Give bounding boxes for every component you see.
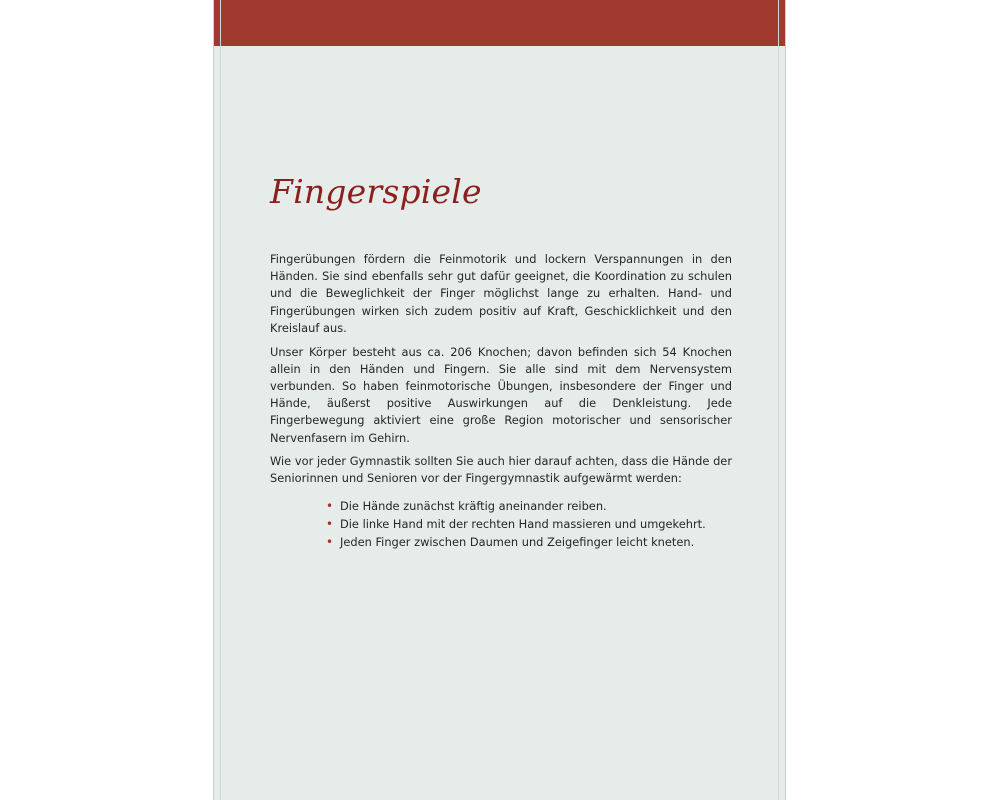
bullet-icon: • (326, 517, 334, 532)
paragraph: Fingerübungen fördern die Feinmotorik und lockern Verspannungen in den Händen. Sie sind ebenfalls sehr gut dafür geeignet, die Koordination zu schulen und die Beweglichkeit der Finger möglichst lange zu erhalten. Hand- und Fingerübungen wirken sich zudem positiv auf Kraft, Geschicklichkeit und den Kreislauf aus. (270, 252, 732, 335)
list-item-text: Die linke Hand mit der rechten Hand massieren und umgekehrt. (340, 517, 706, 532)
bullet-list (326, 498, 732, 552)
body-text (270, 251, 732, 553)
page-title: Fingerspiele (270, 172, 482, 211)
list-item (326, 498, 732, 515)
document-page (213, 0, 786, 800)
list-item-text: Jeden Finger zwischen Daumen und Zeigefinger leicht kneten. (340, 535, 695, 550)
list-item (326, 534, 732, 551)
paragraph: Unser Körper besteht aus ca. 206 Knochen; davon befinden sich 54 Knochen allein in den Händen und Fingern. Sie alle sind mit dem Nervensystem verbunden. So haben feinmotorische Übungen, insbesondere der Finger und Hände, äußerst positive Auswirkungen auf die Denkleistung. Jede Fingerbewegung aktiviert eine große Region motorischer und sensorischer Nervenfasern im Gehirn. (270, 344, 732, 445)
list-item (326, 516, 732, 533)
paragraph: Wie vor jeder Gymnastik sollten Sie auch hier darauf achten, dass die Hände der Seniorinnen und Senioren vor der Fingergymnastik aufgewärmt werden: (270, 454, 732, 486)
bullet-icon: • (326, 535, 334, 550)
list-item-text: Die Hände zunächst kräftig aneinander reiben. (340, 498, 607, 513)
header-band (214, 0, 785, 46)
bullet-icon: • (326, 498, 334, 513)
